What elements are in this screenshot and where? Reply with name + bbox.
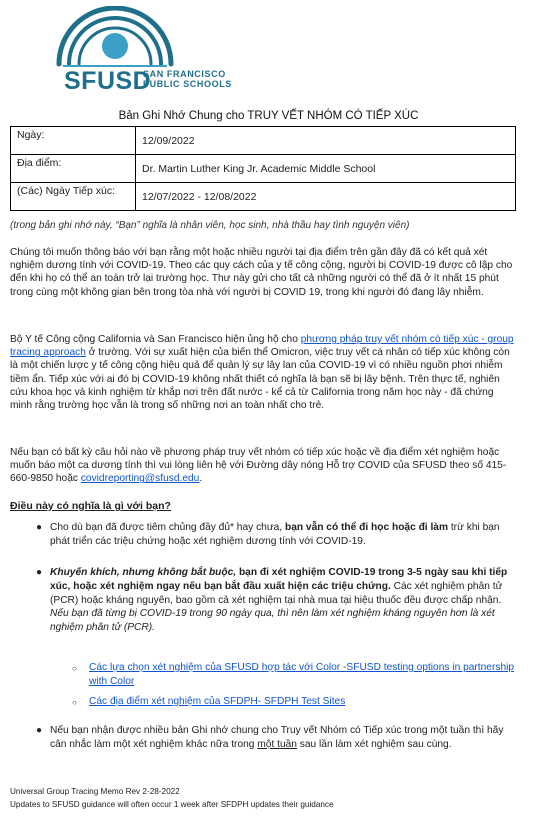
bullet-dot-icon: ● (36, 522, 43, 533)
paragraph-notification: Chúng tôi muốn thông báo với bạn rằng một hoặc nhiều người tại địa điểm trên gần đây đã có kết quả xét nghiệm dương tính với COVID-19. Theo các quy cách của y tế công cộng, người bị COVID-19 được cô lập cho đến khi họ có thể an toàn trở lại trường học. Thư này gửi cho tất cả những người có thể đã ở ít nhất 15 phút trong cùng một không gian bên trong tòa nhà với người bị COVID 19, trong khi người đó đang lây nhiễm. (10, 247, 513, 298)
bullet2-text: Các xét nghiệm phân tử (PCR) hoặc kháng nguyên, bao gồm cả xét nghiệm tại nhà mua tại hiệu thuốc đều được chấp nhận. (50, 580, 503, 606)
label-exposure-dates: (Các) Ngày Tiếp xúc: (11, 183, 136, 211)
para3-text-a: Nếu bạn có bất kỳ câu hỏi nào về phương pháp truy vết nhóm có tiếp xúc hoặc về địa điểm xét nghiệm hoặc muốn báo một ca dương tính thì vui lòng liên hệ với Đường dây nóng Hỗ trợ COVID của SFUSD theo số 415-660-9850 hoặc (10, 447, 507, 485)
footer-update-note: Updates to SFUSD guidance will often occur 1 week after SFDPH updates their guidance (10, 800, 334, 809)
memo-title: Bản Ghi Nhớ Chung cho TRUY VẾT NHÓM CÓ TIẾP XÚC (118, 110, 419, 122)
paragraph-contact (10, 446, 518, 486)
email-link[interactable]: covidreporting@sfusd.edu (80, 473, 200, 485)
circle-bullet-icon: ○ (72, 664, 77, 673)
bullet-dot-icon: ● (36, 725, 43, 736)
bullet-dot-icon: ● (36, 567, 43, 578)
bullet-multiple-memos (50, 724, 516, 752)
section-heading: Điều này có nghĩa là gì với bạn? (10, 500, 171, 512)
para2-text-a: Bộ Y tế Công cộng California và San Francisco hiện ủng hộ cho (10, 334, 301, 345)
bullet2-bold: bạn đi xét nghiệm COVID-19 trong 3-5 ngày sau khi tiếp xúc, hoặc xét nghiệm ngay nếu bạn bắt đầu xuất hiện các triệu chứng. (50, 567, 508, 592)
bullet-testing (50, 566, 516, 635)
bullet1-text-a: Cho dù bạn đã được tiêm chủng đầy đủ* hay chưa, (50, 522, 285, 533)
sfdph-test-sites-link[interactable]: Các địa điểm xét nghiệm của SFDPH- SFDPH Test Sites (89, 696, 346, 707)
bullet-attend-school (50, 521, 516, 549)
value-location: Dr. Martin Luther King Jr. Academic Middle School (136, 155, 516, 183)
header (0, 0, 537, 100)
table-row (11, 183, 516, 211)
para3-text-b: . (199, 473, 203, 485)
logo-sub-line1: SAN FRANCISCO (143, 69, 226, 79)
bullet2-italic: Nếu bạn đã từng bị COVID-19 trong 90 ngày qua, thì nên làm xét nghiệm kháng nguyên hơn là xét nghiệm phân tử (PCR). (50, 608, 495, 634)
para2-text-b: ở trường. Với sự xuất hiện của biến thể Omicron, việc truy vết cá nhân có tiếp xúc không còn là một chiến lược y tế công cộng hiệu quả để quản lý sự lây lan của COVID-19 vì có nhiều nguồn phơi nhiễm tiềm ẩn. Tiếp xúc với ai đó bị COVID-19 không nhất thiết có nghĩa là bạn sẽ bị lây bệnh. Trên thực tế, nghiên cứu khoa học và kinh nghiệm từ khắp nơi trên đất nước - kể cả từ California trong năm học này - đã chứng minh rằng trường học vẫn là trong số những nơi an toàn nhất cho trẻ. (10, 347, 510, 412)
sfusd-sun-arch-logo-icon (55, 6, 175, 68)
bullet1-text-c: trừ khi bạn phát triển các triệu chứng hoặc xét nghiệm dương tính với COVID-19. (50, 522, 500, 547)
bullet3-text-c: sau lần làm xét nghiệm sau cùng. (296, 738, 452, 750)
value-date: 12/09/2022 (136, 127, 516, 155)
paragraph-group-tracing (10, 333, 518, 412)
definition-note: (trong bản ghi nhớ này, “Bạn” nghĩa là nhân viên, học sinh, nhà thầu hay tình nguyện viên) (10, 220, 410, 231)
label-location: Địa điểm: (11, 155, 136, 183)
logo-subtitle (143, 69, 232, 89)
sub-bullet-sfdph (89, 695, 516, 709)
info-table (10, 126, 516, 211)
color-testing-link[interactable]: Các lựa chọn xét nghiệm của SFUSD hợp tác với Color -SFUSD testing options in partnership with Color (89, 662, 515, 687)
sub-bullet-color (89, 661, 516, 688)
table-row (11, 127, 516, 155)
bullet1-bold: bạn vẫn có thể đi học hoặc đi làm (284, 522, 449, 533)
bullet3-text-a: Nếu bạn nhận được nhiều bản Ghi nhớ chung cho Truy vết Nhóm có Tiếp xúc trong một tuần thì hãy cân nhắc làm một xét nghiệm khác nữa trong (50, 725, 504, 750)
logo-wordmark: SFUSD (64, 67, 152, 95)
table-row (11, 155, 516, 183)
label-date: Ngày: (11, 127, 136, 155)
value-exposure-dates: 12/07/2022 - 12/08/2022 (136, 183, 516, 211)
group-tracing-link[interactable]: phương pháp truy vết nhóm có tiếp xúc - group tracing approach (10, 334, 514, 359)
bullet3-underline: một tuần (257, 738, 297, 750)
footer-revision: Universal Group Tracing Memo Rev 2-28-2022 (10, 787, 180, 796)
bullet2-bold-italic: Khuyến khích, nhưng không bắt buộc, (50, 567, 237, 578)
logo-sub-line2: PUBLIC SCHOOLS (143, 79, 232, 89)
circle-bullet-icon: ○ (72, 698, 77, 707)
